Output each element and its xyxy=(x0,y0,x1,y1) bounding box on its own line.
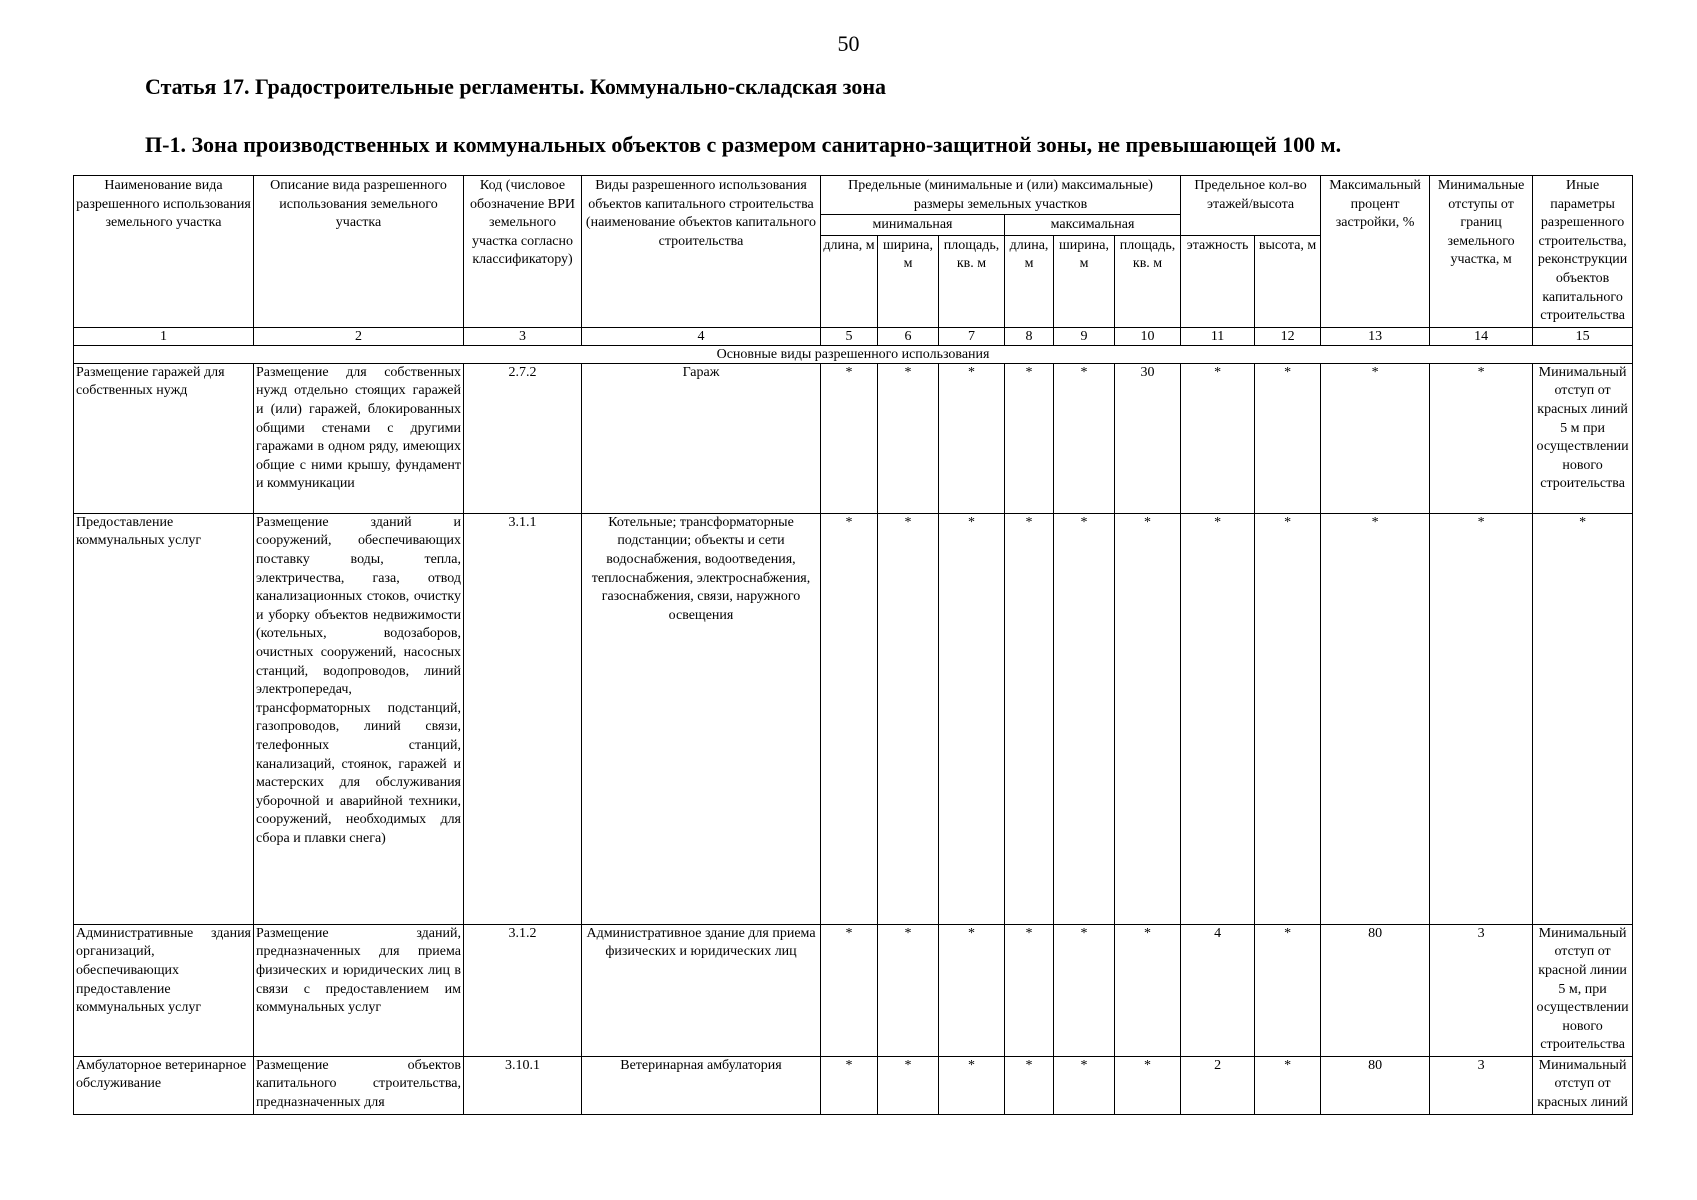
min-width: * xyxy=(878,924,939,1056)
header-minimal: минимальная xyxy=(821,215,1005,236)
height: * xyxy=(1255,924,1321,1056)
column-number: 10 xyxy=(1115,327,1181,345)
header-maximal: максимальная xyxy=(1005,215,1181,236)
setback: 3 xyxy=(1430,1056,1533,1114)
column-number: 8 xyxy=(1005,327,1054,345)
header-name: Наименование вида разрешенного использования земельного участка xyxy=(74,176,254,328)
page-number: 50 xyxy=(837,31,860,56)
use-name: Предоставление коммунальных услуг xyxy=(74,513,254,924)
use-name: Административные здания организаций, обеспечивающих предоставление коммунальных услуг xyxy=(74,924,254,1056)
other-params: * xyxy=(1533,513,1633,924)
header-max-width: ширина, м xyxy=(1054,235,1115,327)
floors: 2 xyxy=(1181,1056,1255,1114)
coverage: * xyxy=(1321,513,1430,924)
coverage: * xyxy=(1321,363,1430,513)
table-row xyxy=(74,924,1633,1056)
min-area: * xyxy=(939,924,1005,1056)
header-height: высота, м xyxy=(1255,235,1321,327)
max-width: * xyxy=(1054,513,1115,924)
header-max-area: площадь, кв. м xyxy=(1115,235,1181,327)
column-number: 5 xyxy=(821,327,878,345)
max-length: * xyxy=(1005,363,1054,513)
setback: 3 xyxy=(1430,924,1533,1056)
use-code: 3.1.1 xyxy=(464,513,582,924)
min-area: * xyxy=(939,1056,1005,1114)
floors: * xyxy=(1181,513,1255,924)
header-code: Код (числовое обозначение ВРИ земельного участка согласно классификатору) xyxy=(464,176,582,328)
column-number: 6 xyxy=(878,327,939,345)
header-max-length: длина, м xyxy=(1005,235,1054,327)
column-number: 11 xyxy=(1181,327,1255,345)
column-number: 14 xyxy=(1430,327,1533,345)
header-setbacks: Минимальные отступы от границ земельного участка, м xyxy=(1430,176,1533,328)
height: * xyxy=(1255,363,1321,513)
use-code: 3.10.1 xyxy=(464,1056,582,1114)
table-row xyxy=(74,363,1633,513)
column-number: 13 xyxy=(1321,327,1430,345)
column-numbers-row xyxy=(74,327,1633,345)
use-code: 3.1.2 xyxy=(464,924,582,1056)
column-number: 12 xyxy=(1255,327,1321,345)
section-title: Основные виды разрешенного использования xyxy=(74,345,1633,363)
max-length: * xyxy=(1005,513,1054,924)
column-number: 15 xyxy=(1533,327,1633,345)
max-length: * xyxy=(1005,1056,1054,1114)
header-other: Иные параметры разрешенного строительства, реконструкции объектов капитального строительства xyxy=(1533,176,1633,328)
use-description: Размещение зданий и сооружений, обеспечивающих поставку воды, тепла, электричества, газа, отвод канализационных стоков, очистку и уборку объектов недвижимости (котельных, водозаборов, очистных сооружений, насосных станций, водопроводов, линий электропередач, трансформаторных подстанций, газопроводов, линий связи, телефонных станций, канализаций, стоянок, гаражей и мастерских для обслуживания уборочной и аварийной техники, сооружений, необходимых для сбора и плавки снега) xyxy=(254,513,464,924)
header-objects: Виды разрешенного использования объектов капитального строительства (наименование объектов капитального строительства xyxy=(582,176,821,328)
min-length: * xyxy=(821,924,878,1056)
min-length: * xyxy=(821,513,878,924)
column-number: 2 xyxy=(254,327,464,345)
max-area: * xyxy=(1115,924,1181,1056)
header-min-area: площадь, кв. м xyxy=(939,235,1005,327)
header-min-width: ширина, м xyxy=(878,235,939,327)
article-title: Статья 17. Градостроительные регламенты. Коммунально-складская зона xyxy=(145,74,887,99)
header-floors: этажность xyxy=(1181,235,1255,327)
min-width: * xyxy=(878,513,939,924)
floors: 4 xyxy=(1181,924,1255,1056)
header-description: Описание вида разрешенного использования земельного участка xyxy=(254,176,464,328)
header-floors-group: Предельное кол-во этажей/высота xyxy=(1181,176,1321,236)
header-limits: Предельные (минимальные и (или) максимальные) размеры земельных участков xyxy=(821,176,1181,215)
column-number: 9 xyxy=(1054,327,1115,345)
min-length: * xyxy=(821,1056,878,1114)
other-params: Минимальный отступ от красных линий 5 м при осуществлении нового строительства xyxy=(1533,363,1633,513)
other-params: Минимальный отступ от красных линий xyxy=(1533,1056,1633,1114)
min-area: * xyxy=(939,513,1005,924)
use-code: 2.7.2 xyxy=(464,363,582,513)
column-number: 1 xyxy=(74,327,254,345)
height: * xyxy=(1255,1056,1321,1114)
table-row xyxy=(74,1056,1633,1114)
coverage: 80 xyxy=(1321,924,1430,1056)
use-name: Размещение гаражей для собственных нужд xyxy=(74,363,254,513)
height: * xyxy=(1255,513,1321,924)
column-number: 7 xyxy=(939,327,1005,345)
use-name: Амбулаторное ветеринарное обслуживание xyxy=(74,1056,254,1114)
use-description: Размещение зданий, предназначенных для приема физических и юридических лиц в связи с предоставлением им коммунальных услуг xyxy=(254,924,464,1056)
max-area: 30 xyxy=(1115,363,1181,513)
max-length: * xyxy=(1005,924,1054,1056)
other-params: Минимальный отступ от красной линии 5 м, при осуществлении нового строительства xyxy=(1533,924,1633,1056)
setback: * xyxy=(1430,513,1533,924)
max-area: * xyxy=(1115,1056,1181,1114)
column-number: 3 xyxy=(464,327,582,345)
coverage: 80 xyxy=(1321,1056,1430,1114)
zone-title: П-1. Зона производственных и коммунальных объектов с размером санитарно-защитной зоны, не превышающей 100 м. xyxy=(145,132,1342,157)
column-number: 4 xyxy=(582,327,821,345)
use-description: Размещение для собственных нужд отдельно стоящих гаражей и (или) гаражей, блокированных общими стенами с другими гаражами в одном ряду, имеющих общие с ними крышу, фундамент и коммуникации xyxy=(254,363,464,513)
setback: * xyxy=(1430,363,1533,513)
max-width: * xyxy=(1054,1056,1115,1114)
header-coverage: Максимальный процент застройки, % xyxy=(1321,176,1430,328)
header-min-length: длина, м xyxy=(821,235,878,327)
min-area: * xyxy=(939,363,1005,513)
min-width: * xyxy=(878,363,939,513)
max-width: * xyxy=(1054,363,1115,513)
min-length: * xyxy=(821,363,878,513)
table-row xyxy=(74,513,1633,924)
floors: * xyxy=(1181,363,1255,513)
use-objects: Котельные; трансформаторные подстанции; объекты и сети водоснабжения, водоотведения, теплоснабжения, электроснабжения, газоснабжения, связи, наружного освещения xyxy=(582,513,821,924)
use-objects: Административное здание для приема физических и юридических лиц xyxy=(582,924,821,1056)
max-area: * xyxy=(1115,513,1181,924)
regulations-table xyxy=(73,175,1633,1115)
use-objects: Ветеринарная амбулатория xyxy=(582,1056,821,1114)
use-objects: Гараж xyxy=(582,363,821,513)
use-description: Размещение объектов капитального строительства, предназначенных для xyxy=(254,1056,464,1114)
max-width: * xyxy=(1054,924,1115,1056)
min-width: * xyxy=(878,1056,939,1114)
